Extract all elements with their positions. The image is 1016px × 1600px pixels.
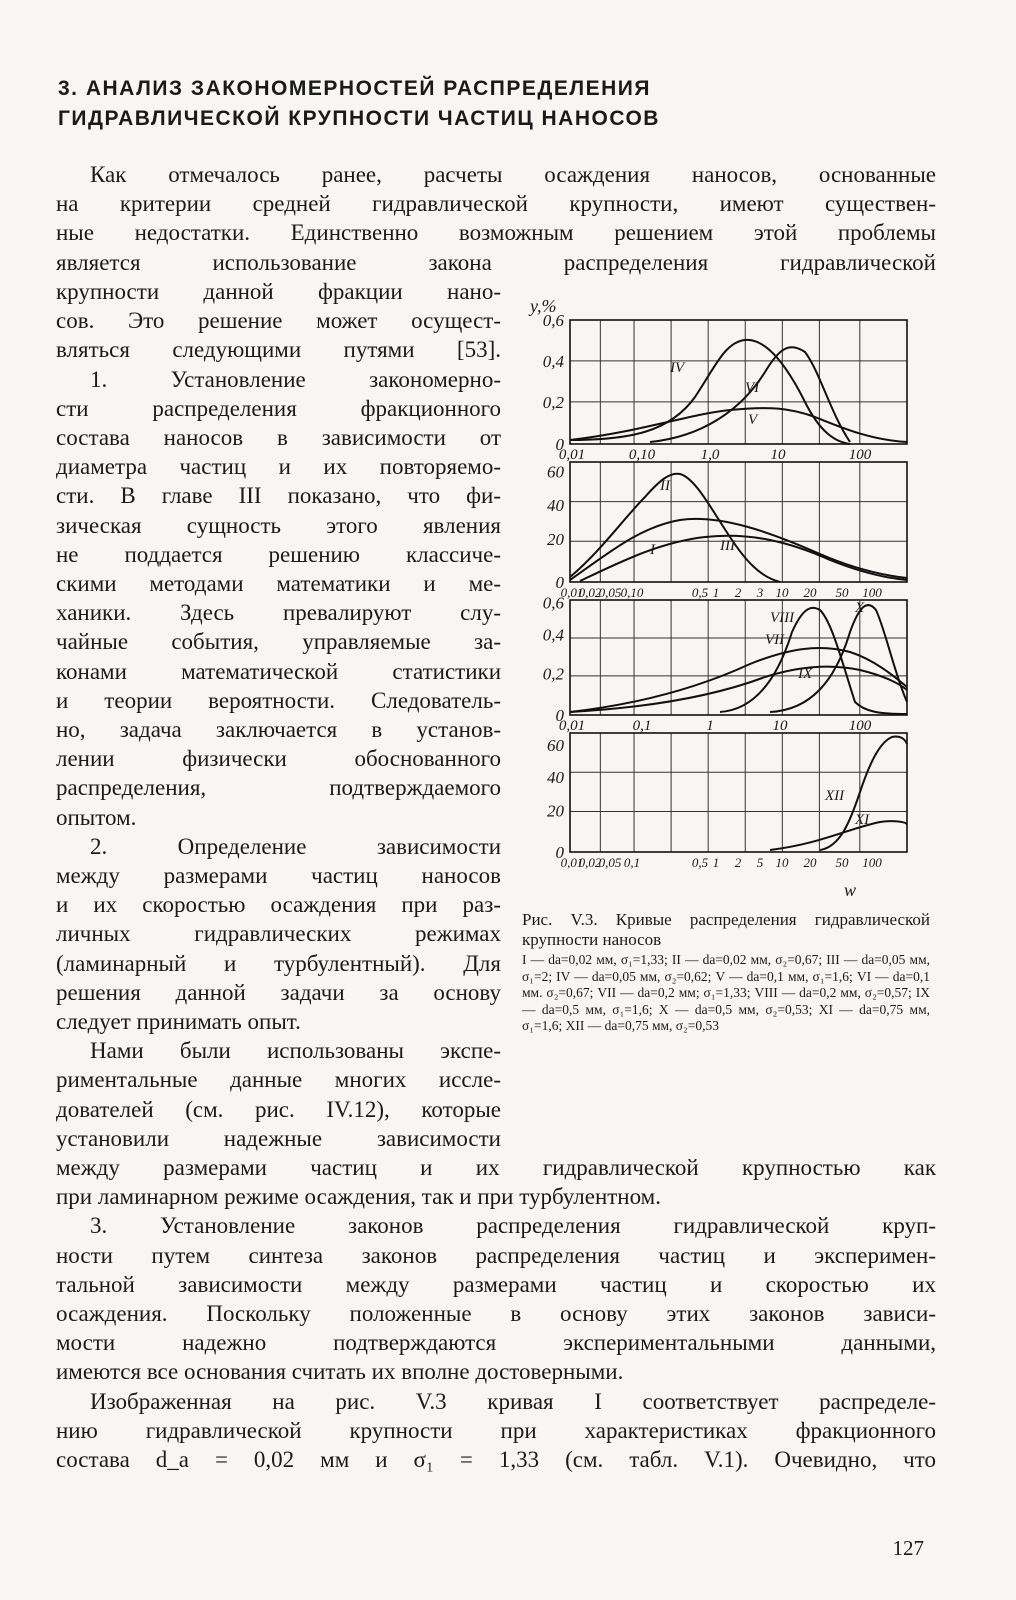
y-tick-label: 60	[547, 462, 564, 482]
curve-label: VIII	[770, 610, 795, 626]
text-line: диаметра частиц и их повторяемо-	[56, 454, 501, 480]
y-tick-label: 0	[555, 573, 564, 592]
text-line: вляться следующими путями [53].	[56, 337, 501, 363]
text-line: сти распределения фракционного	[56, 395, 501, 421]
figure-caption	[522, 910, 930, 1035]
x-tick-label: 5	[756, 855, 764, 870]
column-paragraph-2	[56, 365, 501, 832]
distribution-curve	[770, 821, 907, 850]
distribution-curve	[580, 536, 907, 581]
continuation-paragraph	[56, 1153, 936, 1211]
x-tick-label: 20	[803, 585, 817, 600]
column-paragraph-3	[56, 832, 501, 1036]
text-line: между размерами частиц наносов	[56, 863, 501, 888]
x-tick-label: 0,01	[560, 855, 584, 870]
curve-label: II	[660, 478, 670, 494]
text-line: сти. В главе III показано, что фи-	[56, 483, 501, 509]
distribution-curve	[720, 608, 907, 714]
x-tick-label: 100	[862, 855, 882, 870]
panel-frame	[570, 320, 907, 444]
final-paragraph	[56, 1387, 936, 1475]
y-tick-label: 0,4	[542, 625, 564, 645]
text-line: состава наносов в зависимости от	[56, 425, 501, 450]
x-tick-label: 10	[775, 585, 789, 600]
x-tick-label: 1	[712, 855, 720, 870]
text-line: ные недостатки. Единственно возможным решением этой проблемы	[56, 220, 936, 246]
x-tick-label: 10	[770, 447, 786, 463]
y-tick-label: 0	[555, 706, 564, 725]
x-tick-label: 10	[772, 718, 788, 734]
text-line: нию гидравлической крупности при характеристиках фракционного	[56, 1417, 936, 1443]
x-tick-label: 3	[756, 585, 764, 600]
x-tick-label: 0,1	[632, 718, 652, 734]
heading-line-1: 3. АНАЛИЗ ЗАКОНОМЕРНОСТЕЙ РАСПРЕДЕЛЕНИЯ	[58, 77, 651, 100]
text-line: Как отмечалось ранее, расчеты осаждения наносов, основанные	[90, 162, 936, 187]
text-line: ности путем синтеза законов распределения частиц и эксперимен-	[56, 1242, 936, 1268]
y-tick-label: 60	[547, 735, 564, 755]
y-tick-label: 0,2	[542, 664, 564, 684]
curve-label: X	[855, 600, 865, 616]
text-line: распределения, подтверждаемого	[56, 775, 501, 801]
y-axis-label: y,%	[530, 296, 557, 316]
text-line: установили надежные зависимости	[56, 1125, 501, 1151]
y-tick-label: 0	[555, 843, 564, 862]
y-tick-label: 0,4	[542, 351, 564, 371]
y-tick-label: 20	[547, 801, 564, 821]
x-tick-label: 0,01	[558, 447, 586, 463]
x-tick-label: 0,02	[578, 585, 602, 600]
text-line: (ламинарный и турбулентный). Для	[56, 950, 501, 976]
text-line: между размерами частиц и их гидравлической крупностью как	[56, 1155, 936, 1180]
curve-label: VII	[765, 632, 785, 648]
text-line: риментальные данные многих иссле-	[56, 1067, 501, 1093]
text-line: скими методами математики и ме-	[56, 571, 501, 597]
x-tick-label: 2	[734, 585, 742, 600]
y-tick-label: 40	[547, 496, 564, 516]
y-tick-label: 0,2	[542, 392, 564, 412]
distribution-curves-figure	[520, 292, 935, 912]
text-line: 3. Установление законов распределения гидравлической круп-	[90, 1213, 936, 1239]
x-axis-label: w	[843, 880, 857, 900]
y-tick-label: 0,6	[542, 593, 564, 613]
text-line: дователей (см. рис. IV.12), которые	[56, 1096, 501, 1122]
y-tick-label: 40	[547, 768, 564, 788]
x-tick-label: 0,05	[598, 855, 622, 870]
text-line: лении физически обоснованного	[56, 746, 501, 772]
text-line: мости надежно подтверждаются экспериментальными данными,	[56, 1330, 936, 1356]
x-tick-label: 0,02	[578, 855, 602, 870]
curve-label: III	[720, 538, 735, 554]
x-tick-label: 1	[706, 718, 714, 734]
x-tick-label: 10	[775, 855, 789, 870]
curve-label: V	[748, 412, 758, 428]
x-tick-label: 0,10	[620, 585, 644, 600]
text-line: зическая сущность этого явления	[56, 512, 501, 538]
x-tick-label: 0,10	[628, 447, 656, 463]
intro-paragraph	[56, 160, 936, 277]
text-line: но, задача заключается в установ-	[56, 717, 501, 743]
curve-label: XII	[825, 788, 845, 804]
text-line: и их скоростью осаждения при раз-	[56, 892, 501, 918]
x-tick-label: 2	[734, 855, 742, 870]
text-line: крупности данной фракции нано-	[56, 279, 501, 304]
text-line: на критерии средней гидравлической крупности, имеют существен-	[56, 191, 936, 217]
text-line: тальной зависимости между размерами частиц и скоростью их	[56, 1271, 936, 1297]
text-line: 1. Установление закономерно-	[90, 366, 501, 392]
x-tick-label: 100	[862, 585, 882, 600]
curve-label: XI	[855, 812, 870, 828]
text-line: решения данной задачи за основу	[56, 979, 501, 1005]
x-tick-label: 100	[848, 718, 872, 734]
text-line: 2. Определение зависимости	[90, 833, 501, 859]
text-line: опытом.	[56, 804, 137, 830]
text-line: осаждения. Поскольку положенные в основу этих законов зависи-	[56, 1301, 936, 1326]
text-line: чайные события, управляемые за-	[56, 629, 501, 655]
text-line: не поддается решению классиче-	[56, 541, 501, 567]
caption-body: I — da=0,02 мм, σ₁=1,33; II — da=0,02 мм, σ₂=0,67; III — da=0,05 мм, σ₁=2; IV — da=0,05 мм, σ₂=0,62; V — da=0,1 мм, σ₁=1,6; VI — da=0,1 мм. σ₂=0,67; VII — da=0,2 мм; σ₁=1,33; VIII — da=0,2 мм, σ₂=0,57; IX — da=0,5 мм, σ₁=1,6; X — da=0,5 мм, σ₂=0,53; XI — da=0,75 мм, σ₁=1,6; XII — da=0,75 мм, σ₂=0,53	[522, 952, 930, 1033]
x-tick-label: 0,1	[623, 855, 641, 870]
x-tick-label: 0,05	[598, 585, 622, 600]
x-tick-label: 1,0	[700, 447, 720, 463]
x-tick-label: 50	[835, 585, 849, 600]
x-tick-label: 0,01	[560, 585, 584, 600]
curve-label: VI	[745, 380, 760, 396]
x-tick-label: 1	[712, 585, 720, 600]
heading-line-2: ГИДРАВЛИЧЕСКОЙ КРУПНОСТИ ЧАСТИЦ НАНОСОВ	[58, 107, 660, 130]
text-line: имеются все основания считать их вполне достоверными.	[56, 1359, 624, 1385]
text-line: ханики. Здесь превалируют слу-	[56, 600, 501, 626]
curve-label: IV	[670, 360, 685, 376]
text-line: следует принимать опыт.	[56, 1009, 301, 1035]
y-tick-label: 0,6	[542, 311, 564, 330]
text-line: Нами были использованы экспе-	[90, 1038, 501, 1064]
point-3-paragraph	[56, 1211, 936, 1386]
figure-v3	[520, 292, 935, 912]
panel-frame	[570, 733, 907, 852]
caption-title: Рис. V.3. Кривые распределения гидравлической крупности наносов	[522, 910, 930, 949]
text-line: является использование закона распределения гидравлической	[56, 249, 936, 275]
text-line: конами математической статистики	[56, 658, 501, 684]
text-line: при ламинарном режиме осаждения, так и при турбулентном.	[56, 1184, 661, 1210]
x-tick-label: 0,5	[691, 585, 709, 600]
x-tick-label: 100	[848, 447, 872, 463]
curve-label: IX	[798, 666, 813, 682]
text-line: личных гидравлических режимах	[56, 921, 501, 947]
column-paragraph-1	[56, 277, 501, 365]
x-tick-label: 20	[803, 855, 817, 870]
curve-label: I	[650, 542, 655, 558]
panel-frame	[570, 462, 907, 582]
text-line: состава d_a = 0,02 мм и σ₁ = 1,33 (см. табл. V.1). Очевидно, что	[56, 1447, 936, 1472]
x-tick-label: 0,5	[691, 855, 709, 870]
text-line: Изображенная на рис. V.3 кривая I соответствует распределе-	[90, 1388, 936, 1414]
column-paragraph-4	[56, 1036, 501, 1153]
text-line: сов. Это решение может осущест-	[56, 308, 501, 334]
y-tick-label: 0	[555, 435, 564, 454]
section-heading	[58, 74, 958, 134]
x-tick-label: 0,01	[558, 718, 586, 734]
page-number: 127	[892, 1536, 924, 1560]
y-tick-label: 20	[547, 529, 564, 549]
text-line: и теории вероятности. Следователь-	[56, 687, 501, 713]
x-tick-label: 50	[835, 855, 849, 870]
